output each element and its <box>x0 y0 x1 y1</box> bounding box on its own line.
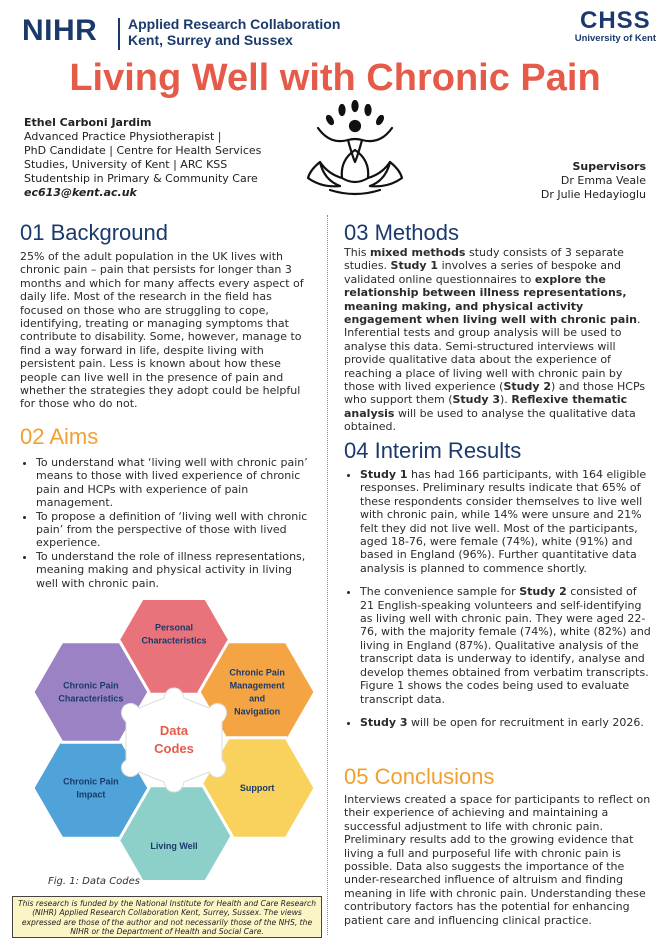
aims-item-2: • To propose a definition of ‘living well with chronic pain’ from the perspective of those with lived experience. <box>36 510 316 550</box>
supervisors-heading: Supervisors <box>572 160 646 173</box>
background-heading: 01 Background <box>20 220 168 245</box>
author-role-2: PhD Candidate | Centre for Health Services <box>24 144 262 157</box>
background-section <box>20 220 316 411</box>
column-divider <box>327 215 329 935</box>
poster-title: Living Well with Chronic Pain <box>69 57 601 99</box>
chss-logo <box>575 8 656 44</box>
conclusions-section <box>344 764 656 927</box>
results-item-1: • Study 1 has had 166 participants, with 164 eligible responses. Preliminary results indicate that 65% of these respondents consider themselves to live well with chronic pain, while 14% were unsure and 21% felt they did not live well. Most of the participants, aged 18-76, were female (74%), white (91%) and based in England (96%). Further quantitative data analysis is planned to commence shortly. <box>360 468 654 575</box>
supervisor-1: Dr Emma Veale <box>560 174 646 187</box>
hex-pain-management-navigation-label: Navigation <box>234 706 281 717</box>
author-role-4: Studentship in Primary & Community Care <box>24 172 258 185</box>
lotus-meditation-icon <box>300 100 410 200</box>
aims-section <box>20 424 316 590</box>
hex-chronic-pain-characteristics-label: Chronic Pain <box>63 680 119 691</box>
aims-item-3: • To understand the role of illness representations, meaning making and physical activity in living well with chronic pain. <box>36 550 316 590</box>
results-item-3: • Study 3 will be open for recruitment in early 2026. <box>360 716 654 729</box>
hex-pain-management-navigation-label: Management <box>229 680 285 691</box>
hex-pain-management-navigation-label: Chronic Pain <box>229 667 285 678</box>
supervisors-block <box>541 160 646 202</box>
results-list <box>344 468 654 729</box>
author-name: Ethel Carboni Jardim <box>24 116 152 129</box>
chss-wordmark: CHSS <box>580 7 651 34</box>
aims-list <box>20 456 316 590</box>
hex-living-well-label: Living Well <box>150 841 198 851</box>
methods-section <box>344 220 654 434</box>
arc-logo-text <box>128 16 340 48</box>
hex-chronic-pain-characteristics-label: Characteristics <box>58 693 124 704</box>
funding-note: This research is funded by the National Institute for Health and Care Research (NIHR) Applied Research Collaboration Kent, Surrey, Sussex. The views expressed are those of the author and not necessarily those of the NHS, the NIHR or the Department of Health and Social Care. <box>12 896 322 938</box>
methods-heading: 03 Methods <box>344 220 459 245</box>
results-section <box>344 438 654 729</box>
hex-pain-management-navigation-label: and <box>249 693 266 704</box>
aims-heading: 02 Aims <box>20 424 99 449</box>
hex-support-label: Support <box>239 783 275 793</box>
aims-item-1: • To understand what ‘living well with chronic pain’ means to those with lived experience of chronic pain and HCPs with experience of pain management. <box>36 456 316 510</box>
conclusions-heading: 05 Conclusions <box>344 764 495 789</box>
logo-divider <box>118 18 120 50</box>
author-email[interactable]: ec613@kent.ac.uk <box>24 186 137 199</box>
nihr-logo: NIHR <box>22 14 98 47</box>
methods-text: This mixed methods study consists of 3 separate studies. Study 1 involves a series of bespoke and validated online questionnaires to explore the relationship between illness representations, meaning making, and physical activity engagement when living well with chronic pain. Inferential tests and group analysis will be used to analyse this data. Semi-structured interviews will provide qualitative data about the experience of reaching a place of living well with chronic pain by those with lived experience (Study 2) and those HCPs who support them (Study 3). Reflexive thematic analysis will be used to analyse the qualitative data obtained. <box>344 246 646 434</box>
center-label-1: Data <box>159 723 189 738</box>
center-label-2: Codes <box>154 741 194 756</box>
author-block <box>24 116 314 200</box>
author-role-3: Studies, University of Kent | ARC KSS <box>24 158 228 171</box>
author-role-1: Advanced Practice Physiotherapist | <box>24 130 222 143</box>
conclusions-text: Interviews created a space for participants to reflect on their experience of achieving and maintaining a successful adjustment to life with chronic pain. Preliminary results add to the growing evidence that living a full and purposeful life with chronic pain is possible. Data also suggests the importance of the under-researched influence of altruism and finding meaning in life with chronic pain. Understanding these contributory factors has the potential for enhancing patient care and influencing clinical practice. <box>344 793 651 927</box>
background-text: 25% of the adult population in the UK lives with chronic pain – pain that persists for longer than 3 months and which for many affects every aspect of daily life. Most of the research in the field has focused on those who are struggling to cope, identifying, treating or managing symptoms that contribute to disability. Some, however, manage to find a way forward in life, despite living with persistent pain. Less is known about how these people can live well in the presence of pain and whether the strategies they adopt could be helpful for those who do not. <box>20 250 304 411</box>
results-item-2: • The convenience sample for Study 2 consisted of 21 English-speaking volunteers and self-identifying as living well with chronic pain. They were aged 22-76, with the majority female (74%), white (82%) and living in England (87%). Qualitative analysis of the transcript data is underway to identify, analyse and develop themes obtained from verbatim transcripts. Figure 1 shows the codes being used to evaluate transcript data. <box>360 585 654 706</box>
hex-chronic-pain-impact-label: Chronic Pain <box>63 776 119 787</box>
hex-personal-characteristics-label: Characteristics <box>141 635 207 646</box>
arc-line-1: Applied Research Collaboration <box>128 16 341 32</box>
hex-personal-characteristics-label: Personal <box>154 622 194 633</box>
hex-chronic-pain-impact-label: Impact <box>76 789 106 800</box>
results-heading: 04 Interim Results <box>344 438 522 463</box>
supervisor-2: Dr Julie Hedayioglu <box>540 188 646 201</box>
chss-university: University of Kent <box>574 33 656 44</box>
figure-caption: Fig. 1: Data Codes <box>48 876 141 887</box>
arc-line-2: Kent, Surrey and Sussex <box>128 32 293 48</box>
data-codes-figure <box>24 600 324 880</box>
